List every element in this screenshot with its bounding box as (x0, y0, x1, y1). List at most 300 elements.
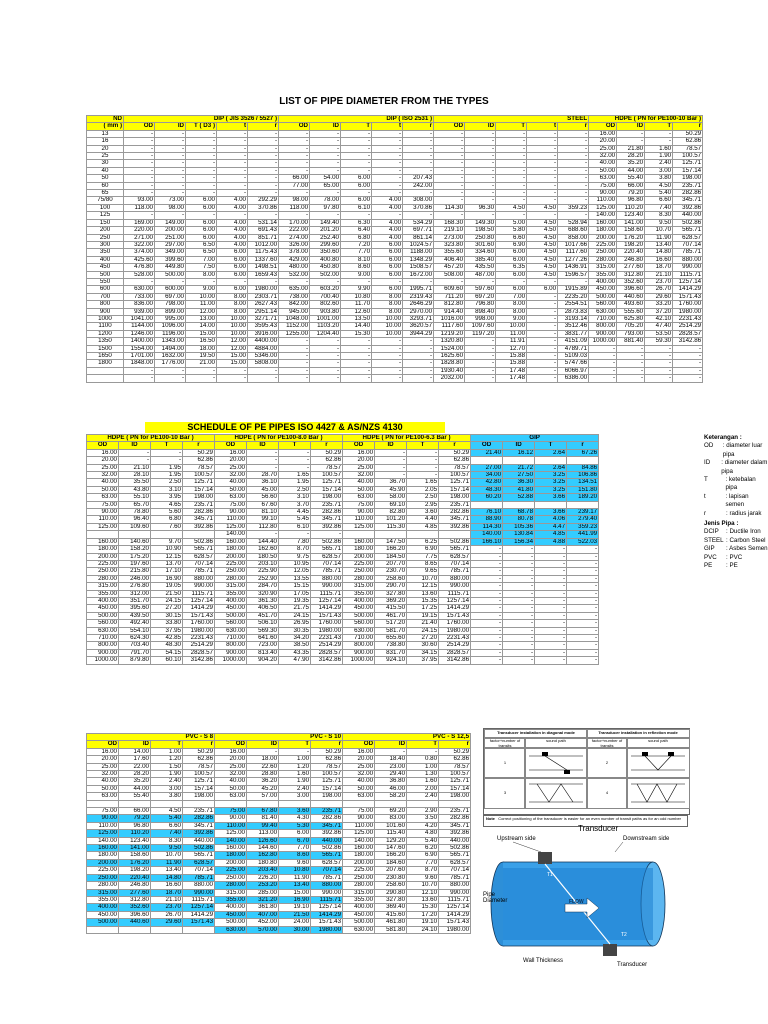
table-cell: 52.88 (503, 494, 535, 501)
table-cell: 4.50 (527, 219, 558, 226)
table-row (87, 204, 703, 211)
table-cell: 8.00 (496, 301, 527, 308)
table-cell: - (535, 612, 567, 619)
table-cell: 565.71 (311, 852, 343, 859)
table-cell: 1828.80 (434, 360, 465, 367)
table-cell: 392.86 (183, 830, 215, 837)
reflection-path-2 (626, 747, 690, 779)
table-cell: 17.60 (119, 756, 151, 763)
table-cell: 532.00 (279, 271, 310, 278)
table-row (87, 182, 703, 189)
table-cell: 15.00 (279, 889, 311, 896)
table-cell: 1498.51 (248, 264, 279, 271)
table-cell: - (372, 360, 403, 367)
table-cell: - (217, 160, 248, 167)
table-cell (567, 457, 599, 464)
table-cell: 75/80 (87, 197, 124, 204)
table-cell: 280.00 (87, 882, 119, 889)
table-cell: - (535, 560, 567, 567)
table-cell: - (645, 138, 673, 145)
table-cell: 62.86 (183, 756, 215, 763)
table-cell: - (186, 130, 217, 137)
table-cell: 77.00 (279, 182, 310, 189)
table-row (87, 756, 471, 763)
table-cell: 359.23 (558, 204, 589, 211)
column-header: r (403, 123, 434, 130)
table-row (87, 896, 471, 903)
table-cell: 96.40 (119, 516, 151, 523)
table-cell: 110.00 (215, 516, 247, 523)
table-cell: 79.20 (617, 190, 645, 197)
table-cell: - (503, 553, 535, 560)
table-cell: 1980.00 (439, 926, 471, 933)
table-cell: 1117.60 (434, 323, 465, 330)
table-row (87, 620, 599, 627)
table-cell: 836.00 (124, 301, 155, 308)
table-cell: 476.80 (124, 264, 155, 271)
table-cell: 2231.43 (673, 315, 703, 322)
table-cell: 62.86 (439, 756, 471, 763)
table-cell: 225.90 (247, 568, 279, 575)
table-cell: 65 (87, 190, 124, 197)
table-row (87, 145, 703, 152)
table-cell: 54.15 (151, 649, 183, 656)
table-cell: 110.00 (589, 197, 617, 204)
table-sub-header (87, 741, 471, 748)
table-cell: 16.50 (186, 338, 217, 345)
table-cell: 904.20 (247, 657, 279, 664)
table-cell: - (527, 293, 558, 300)
table-cell: 50.00 (215, 486, 247, 493)
table-cell: 1508.57 (403, 264, 434, 271)
table-cell: - (279, 375, 310, 382)
table-row (87, 175, 703, 182)
table-cell: 6.00 (217, 264, 248, 271)
table-row (87, 353, 703, 360)
table-cell: - (527, 323, 558, 330)
table-cell: 2231.43 (439, 634, 471, 641)
table-cell: 100.57 (439, 472, 471, 479)
table-cell: 37.95 (407, 657, 439, 664)
table-cell: 15.00 (217, 360, 248, 367)
table-cell: 21.50 (151, 590, 183, 597)
table-cell: 345.71 (439, 516, 471, 523)
table-cell: 315.00 (87, 889, 119, 896)
table-cell: 1000.00 (343, 657, 375, 664)
table-cell: 99.40 (247, 822, 279, 829)
table-cell: 4.50 (527, 204, 558, 211)
table-cell: - (372, 212, 403, 219)
table-cell: 1.00 (407, 763, 439, 770)
table-cell: 1571.43 (439, 612, 471, 619)
table-cell: 36.20 (247, 778, 279, 785)
table-cell: - (465, 212, 496, 219)
table-cell: 180.00 (343, 852, 375, 859)
table-cell: 292.29 (248, 197, 279, 204)
table-cell: - (372, 153, 403, 160)
sound-path-2-icon (627, 748, 689, 778)
table-cell: 450.80 (310, 264, 341, 271)
table-cell: 3.25 (535, 479, 567, 486)
table-cell: 184.50 (375, 553, 407, 560)
table-cell: 118.00 (124, 204, 155, 211)
table-cell: 200.00 (155, 227, 186, 234)
table-cell: 198.00 (311, 793, 343, 800)
column-header: r (311, 442, 343, 449)
table-cell: - (186, 160, 217, 167)
table-cell: 879.80 (119, 657, 151, 664)
table-cell: - (471, 597, 503, 604)
table-cell: 688.60 (558, 227, 589, 234)
table-cell: 42.85 (151, 634, 183, 641)
table-cell: - (279, 145, 310, 152)
table-cell: - (558, 190, 589, 197)
table-cell: 4.50 (527, 249, 558, 256)
table-cell: 6.00 (372, 241, 403, 248)
table-cell: 406.40 (434, 256, 465, 263)
table-cell: - (434, 130, 465, 137)
table-cell: 11.90 (279, 874, 311, 881)
table-cell: 16.00 (215, 449, 247, 456)
table-cell: 630.00 (215, 926, 247, 933)
table-cell: 880.00 (439, 882, 471, 889)
table-cell: 30.15 (151, 612, 183, 619)
table-cell: - (407, 457, 439, 464)
table-cell: 1115.71 (311, 590, 343, 597)
table-cell: 3.80 (151, 793, 183, 800)
table-cell: 1980.00 (673, 308, 703, 315)
table-cell: 99.10 (247, 516, 279, 523)
table-cell: 140.00 (215, 837, 247, 844)
table-cell: 125.00 (215, 523, 247, 530)
table-cell: 880.00 (673, 256, 703, 263)
table-cell: 5.80 (496, 227, 527, 234)
table-cell: - (527, 301, 558, 308)
table-cell: - (372, 367, 403, 374)
table-cell: 1.95 (151, 464, 183, 471)
table-cell: - (310, 160, 341, 167)
table-cell: 851.71 (248, 234, 279, 241)
table-cell: 6.35 (496, 264, 527, 271)
table-cell: 110.00 (343, 822, 375, 829)
table-cell: - (279, 190, 310, 197)
table-cell: 63.00 (215, 494, 247, 501)
table-cell: 180.00 (87, 852, 119, 859)
table-cell: 429.00 (279, 256, 310, 263)
table-cell: 1632.00 (155, 353, 186, 360)
table-cell: 565.71 (439, 852, 471, 859)
table-cell: 1672.00 (403, 271, 434, 278)
table-cell: 2514.29 (439, 642, 471, 649)
table-cell: 625.80 (617, 315, 645, 322)
table-cell: 60 (87, 182, 124, 189)
table-cell: 168.30 (434, 219, 465, 226)
table-cell: 90.00 (87, 509, 119, 516)
table-cell: - (558, 130, 589, 137)
table-cell: 1.60 (279, 771, 311, 778)
table-cell: 502.86 (311, 538, 343, 545)
table-row (87, 264, 703, 271)
table-cell: 321.20 (247, 896, 279, 903)
table-cell: - (567, 597, 599, 604)
table-row (87, 301, 703, 308)
table-cell: 628.57 (439, 859, 471, 866)
pipe-flow-icon (483, 832, 688, 1002)
column-header: OD (87, 741, 119, 748)
table-cell: 157.14 (311, 486, 343, 493)
table-cell: 1255.00 (279, 330, 310, 337)
table-cell (343, 531, 375, 538)
table-cell: - (496, 175, 527, 182)
table-row (87, 597, 599, 604)
table-row (87, 568, 599, 575)
table-cell: 82.80 (375, 509, 407, 516)
column-header: OD (279, 123, 310, 130)
table-cell: 110.20 (617, 204, 645, 211)
t2-label: T2 (621, 932, 627, 938)
table-cell: 2.40 (151, 778, 183, 785)
table-cell: 461.70 (375, 612, 407, 619)
note-text: Correct positioning of the transducer is easier for an even number of transit paths as for an odd number (498, 816, 681, 821)
table-cell: 184.60 (375, 859, 407, 866)
table-cell: - (217, 138, 248, 145)
table-cell: 995.00 (155, 315, 186, 322)
table-cell (375, 531, 407, 538)
table-cell: 60.20 (471, 494, 503, 501)
table-cell: 3193.14 (558, 315, 589, 322)
table-cell: 898.40 (465, 308, 496, 315)
table-cell: 7.00 (186, 256, 217, 263)
table-cell: 361.30 (247, 597, 279, 604)
table-cell: 200.00 (87, 553, 119, 560)
table-cell (87, 367, 124, 374)
table-cell: - (403, 138, 434, 145)
table-cell: - (279, 449, 311, 456)
table-cell: 785.71 (673, 249, 703, 256)
table-cell: 1115.71 (439, 590, 471, 597)
table-cell: - (155, 153, 186, 160)
table-cell: 565.71 (311, 546, 343, 553)
table-cell: 20.00 (87, 457, 119, 464)
table-cell: - (217, 153, 248, 160)
table-cell: 323.80 (434, 241, 465, 248)
table-cell: - (471, 546, 503, 553)
table-cell: - (248, 130, 279, 137)
table-cell: 400.00 (215, 904, 247, 911)
table-cell: 75.00 (215, 501, 247, 508)
table-cell: 63.00 (343, 793, 375, 800)
table-cell: 19.10 (407, 919, 439, 926)
table-cell: 502.86 (439, 845, 471, 852)
table-row (87, 859, 471, 866)
table-cell: 415.50 (375, 605, 407, 612)
table-cell: - (403, 190, 434, 197)
table-cell: - (279, 367, 310, 374)
table-cell: - (124, 375, 155, 382)
table-cell: - (503, 597, 535, 604)
table-cell: 282.86 (183, 815, 215, 822)
table-row (87, 634, 599, 641)
table-cell: - (372, 278, 403, 285)
table-cell: - (341, 190, 372, 197)
legend-value: : diameter luar pipa (722, 442, 763, 458)
table-cell: 29.40 (375, 771, 407, 778)
table-cell: - (465, 175, 496, 182)
table-cell: 2554.51 (558, 301, 589, 308)
table-cell: - (372, 182, 403, 189)
table-cell: 40.00 (87, 479, 119, 486)
table-cell: 6.00 (217, 286, 248, 293)
table-cell: 1257.14 (673, 278, 703, 285)
table-cell: - (434, 167, 465, 174)
table-cell: 555.60 (617, 308, 645, 315)
table-cell: 945.00 (279, 308, 310, 315)
table-cell: 1571.43 (673, 293, 703, 300)
table-cell: 235.71 (311, 808, 343, 815)
column-header: ID (310, 123, 341, 130)
table-cell: 20 (87, 145, 124, 152)
table-cell: 125.00 (87, 830, 119, 837)
table-cell: 203.10 (247, 560, 279, 567)
table-cell: - (434, 197, 465, 204)
table-cell: - (341, 345, 372, 352)
table-cell: 492.40 (119, 620, 151, 627)
table-cell: 1.65 (279, 472, 311, 479)
table-cell: - (279, 278, 310, 285)
table-cell: 6.00 (217, 256, 248, 263)
table-cell: 19.05 (151, 583, 183, 590)
column-header: t (372, 123, 403, 130)
table-cell: 115.40 (375, 830, 407, 837)
table-cell: 312.80 (119, 896, 151, 903)
table-cell: 15.88 (496, 360, 527, 367)
table-cell: 899.00 (155, 308, 186, 315)
table-cell: 1152.00 (279, 323, 310, 330)
table-cell: - (503, 642, 535, 649)
table-cell: 8.70 (279, 546, 311, 553)
table-cell: 4.88 (535, 538, 567, 545)
table-cell: 425.60 (124, 256, 155, 263)
table-cell: - (403, 345, 434, 352)
table-cell: - (217, 190, 248, 197)
table-cell: - (124, 367, 155, 374)
table-row (87, 904, 471, 911)
table-cell: 842.00 (279, 301, 310, 308)
table-cell: 581.80 (375, 926, 407, 933)
pe-schedule-title: SCHEDULE OF PE PIPES ISO 4427 & AS/NZS 4130 (145, 422, 445, 433)
table-cell: 180.00 (589, 227, 617, 234)
table-cell: 7.50 (186, 264, 217, 271)
table-cell: - (375, 748, 407, 755)
table-cell: 500.00 (87, 612, 119, 619)
table-cell: 73.00 (155, 197, 186, 204)
table-cell: - (673, 345, 703, 352)
table-cell: 1219.20 (434, 330, 465, 337)
table-cell: 18.70 (151, 889, 183, 896)
table-cell: 24.00 (279, 919, 311, 926)
table-cell: - (279, 153, 310, 160)
table-cell: - (434, 190, 465, 197)
table-cell: - (434, 160, 465, 167)
table-cell: 1097.60 (465, 323, 496, 330)
table-cell: - (535, 575, 567, 582)
table-cell: 1.20 (279, 763, 311, 770)
table-cell: 75.00 (87, 501, 119, 508)
table-cell: 707.14 (673, 241, 703, 248)
table-cell: 8.10 (341, 256, 372, 263)
table-cell: 1571.43 (311, 612, 343, 619)
table-cell: 703.40 (119, 642, 151, 649)
table-cell: 1103.20 (310, 323, 341, 330)
table-cell: 69.10 (375, 501, 407, 508)
column-header: ( mm ) (87, 123, 124, 130)
table-cell: 271.00 (124, 234, 155, 241)
table-cell: 1257.14 (183, 904, 215, 911)
table-cell: - (403, 338, 434, 345)
table-cell: - (248, 278, 279, 285)
reflection-mode-header: Transducer installation in reflection mode (586, 729, 690, 739)
table-cell: 78.80 (119, 509, 151, 516)
table-cell: 160.00 (87, 538, 119, 545)
table-cell: 198.00 (439, 793, 471, 800)
table-cell: - (465, 278, 496, 285)
table-cell: 1414.29 (673, 286, 703, 293)
table-cell: 48.30 (151, 642, 183, 649)
table-cell: 23.00 (375, 763, 407, 770)
table-cell: 90.00 (589, 190, 617, 197)
table-cell: - (503, 546, 535, 553)
table-cell: 385.40 (465, 256, 496, 263)
table-cell: - (503, 590, 535, 597)
table-cell (87, 375, 124, 382)
table-cell: 150 (87, 219, 124, 226)
table-cell: 3293.71 (403, 315, 434, 322)
table-cell: 6.00 (341, 182, 372, 189)
table-cell: - (527, 190, 558, 197)
table-cell (503, 457, 535, 464)
table-cell: 105.36 (503, 523, 535, 530)
table-cell: 2.50 (279, 486, 311, 493)
table-cell (407, 531, 439, 538)
table-cell: 126.60 (247, 837, 279, 844)
legend-key: PVC (704, 553, 717, 561)
table-cell: - (567, 590, 599, 597)
table-cell: 253.20 (247, 882, 279, 889)
table-cell: 284.70 (247, 583, 279, 590)
table-cell: 75.00 (343, 501, 375, 508)
table-cell: 630.00 (589, 308, 617, 315)
table-cell: 5.40 (645, 190, 673, 197)
group-header: PVC - S 8 (87, 734, 215, 741)
table-cell: 100.57 (439, 771, 471, 778)
table-cell: 1.90 (279, 778, 311, 785)
table-cell: - (567, 575, 599, 582)
table-cell: 4.00 (372, 197, 403, 204)
table-cell: 500.00 (589, 293, 617, 300)
table-cell: 700.40 (310, 293, 341, 300)
table-cell: 2.40 (645, 160, 673, 167)
table-cell: 350 (87, 249, 124, 256)
table-cell: 189.20 (567, 494, 599, 501)
table-cell: - (248, 160, 279, 167)
upstream-label: Upstream side (497, 836, 536, 842)
table-cell: 16.60 (645, 256, 673, 263)
table-cell: 239.17 (567, 509, 599, 516)
legend-key: DCIP (704, 528, 719, 536)
table-cell: 1.30 (407, 771, 439, 778)
table-cell: 1500 (87, 345, 124, 352)
table-cell: 6.90 (407, 852, 439, 859)
